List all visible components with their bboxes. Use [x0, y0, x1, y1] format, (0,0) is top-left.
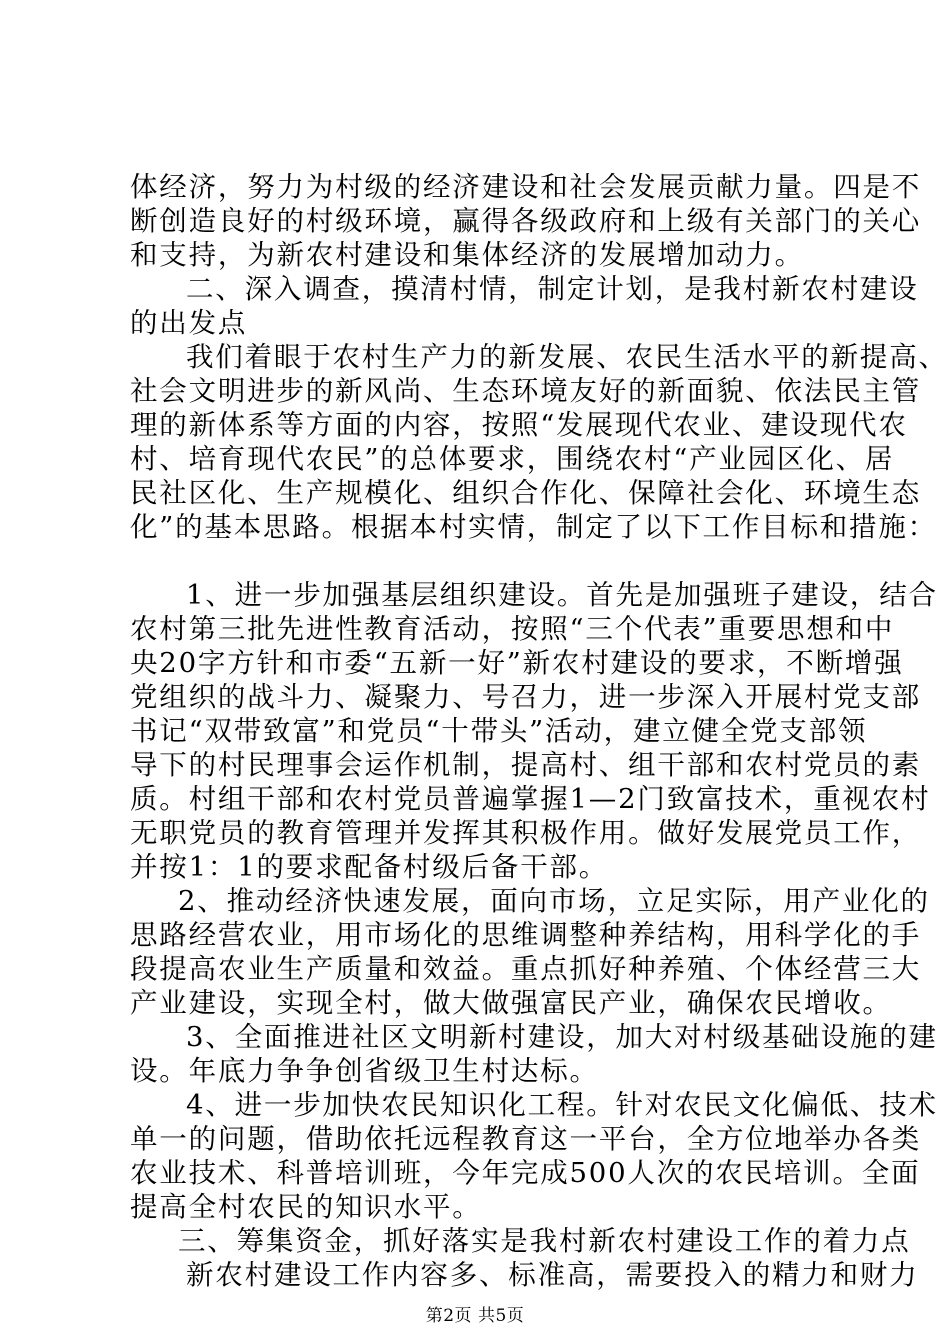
text-line: 党组织的战斗力、凝聚力、号召力，进一步深入开展村党支部 — [130, 681, 922, 713]
text-line: 并按1：1的要求配备村级后备干部。 — [130, 851, 609, 883]
text-line: 提高全村农民的知识水平。 — [130, 1191, 482, 1223]
text-line: 产业建设，实现全村，做大做强富民产业，确保农民增收。 — [130, 987, 892, 1019]
text-line: 和支持，为新农村建设和集体经济的发展增加动力。 — [130, 239, 804, 271]
text-line: 农业技术、科普培训班，今年完成500人次的农民培训。全面 — [130, 1157, 921, 1189]
text-line: 思路经营农业，用市场化的思维调整种养结构，用科学化的手 — [130, 919, 922, 951]
section-heading-continued: 的出发点 — [130, 307, 248, 339]
text-line: 书记“双带致富”和党员“十带头”活动，建立健全党支部领 — [130, 715, 868, 747]
text-line: 村、培育现代农民”的总体要求，围绕农村“产业园区化、居 — [130, 443, 895, 475]
text-line: 设。年底力争争创省级卫生村达标。 — [130, 1055, 599, 1087]
list-item-4: 4、进一步加快农民知识化工程。针对农民文化偏低、技术 — [186, 1089, 938, 1121]
page-number-footer: 第2页 共5页 — [425, 1306, 525, 1326]
text-line: 无职党员的教育管理并发挥其积极作用。做好发展党员工作， — [130, 817, 922, 849]
text-line: 理的新体系等方面的内容，按照“发展现代农业、建设现代农 — [130, 409, 908, 441]
text-line: 我们着眼于农村生产力的新发展、农民生活水平的新提高、 — [186, 341, 948, 373]
text-line: 农村第三批先进性教育活动，按照“三个代表”重要思想和中 — [130, 613, 895, 645]
paragraph-gap — [130, 544, 850, 578]
text-line: 化”的基本思路。根据本村实情，制定了以下工作目标和措施： — [130, 511, 937, 543]
section-heading: 二、深入调查，摸清村情，制定计划，是我村新农村建设 — [186, 273, 919, 305]
text-line: 单一的问题，借助依托远程教育这一平台，全方位地举办各类 — [130, 1123, 922, 1155]
section-heading: 三、筹集资金，抓好落实是我村新农村建设工作的着力点 — [178, 1225, 911, 1257]
document-body — [130, 170, 948, 1292]
list-item-2: 2、推动经济快速发展，面向市场，立足实际，用产业化的 — [178, 885, 930, 917]
text-line: 央20字方针和市委“五新一好”新农村建设的要求，不断增强 — [130, 647, 904, 679]
text-line: 导下的村民理事会运作机制，提高村、组干部和农村党员的素 — [130, 749, 922, 781]
text-line: 断创造良好的村级环境，赢得各级政府和上级有关部门的关心 — [130, 205, 922, 237]
text-line: 民社区化、生产规模化、组织合作化、保障社会化、环境生态 — [130, 477, 922, 509]
text-line: 质。村组干部和农村党员普遍掌握1—2门致富技术，重视农村 — [130, 783, 931, 815]
list-item-1: 1、进一步加强基层组织建设。首先是加强班子建设，结合 — [186, 579, 938, 611]
text-line: 新农村建设工作内容多、标准高，需要投入的精力和财力 — [186, 1259, 919, 1291]
text-line: 段提高农业生产质量和效益。重点抓好种养殖、个体经营三大 — [130, 953, 922, 985]
list-item-3: 3、全面推进社区文明新村建设，加大对村级基础设施的建 — [186, 1021, 938, 1053]
text-line: 社会文明进步的新风尚、生态环境友好的新面貌、依法民主管 — [130, 375, 922, 407]
text-line: 体经济，努力为村级的经济建设和社会发展贡献力量。四是不 — [130, 171, 922, 203]
